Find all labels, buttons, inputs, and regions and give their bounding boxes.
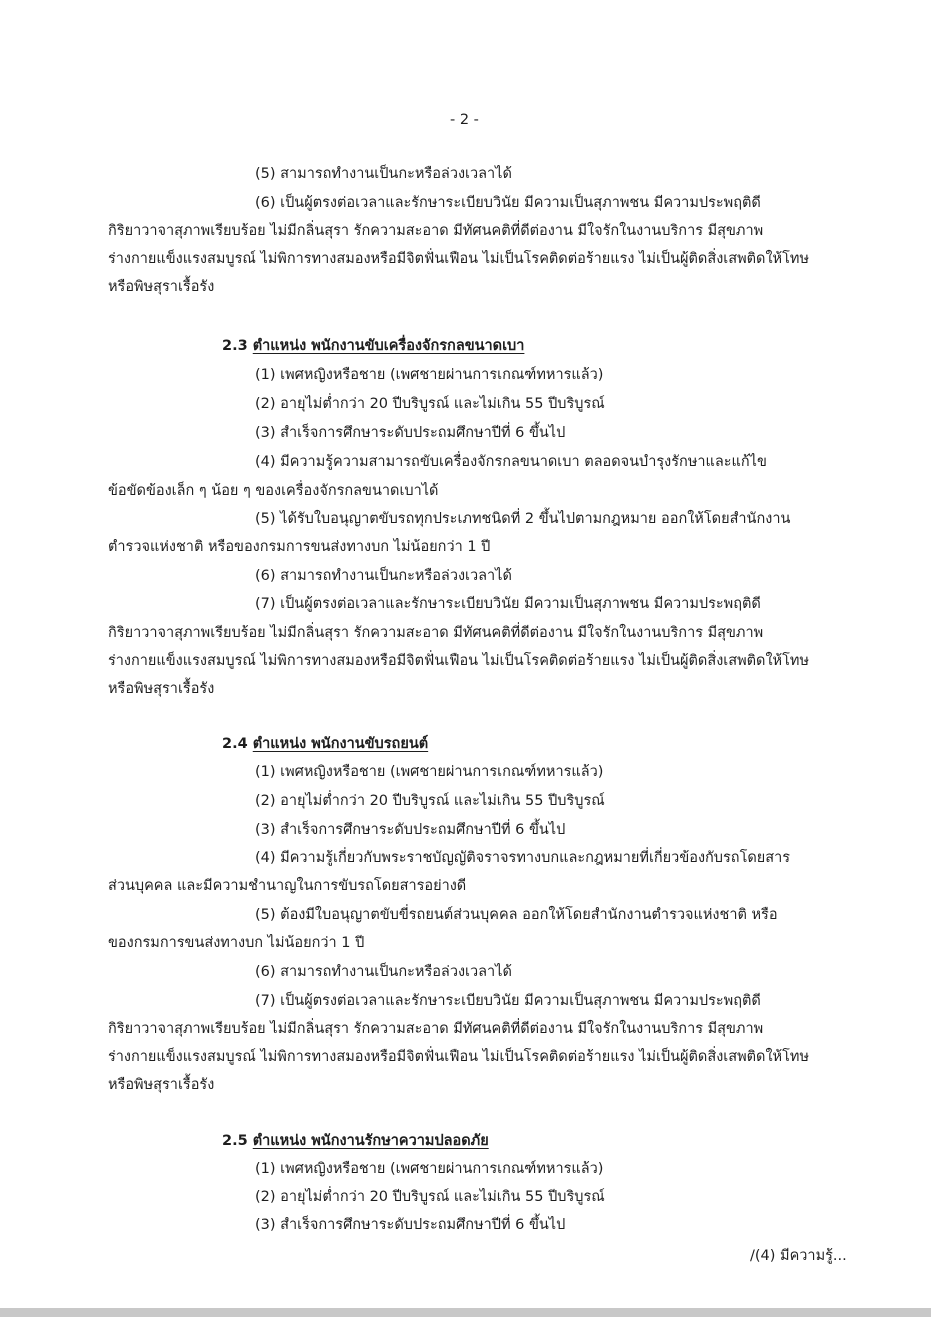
prev-item-6-line-4: หรือพิษสุราเรื้อรัง [108, 279, 215, 295]
s24-item-7-line-1: (7) เป็นผู้ตรงต่อเวลาและรักษาระเบียบวินัย มีความเป็นสุภาพชน มีความประพฤติดี [255, 993, 761, 1009]
s23-item-6: (6) สามารถทำงานเป็นกะหรือล่วงเวลาได้ [255, 568, 512, 584]
s23-item-5-line-1: (5) ได้รับใบอนุญาตขับรถทุกประเภทชนิดที่ 2 ขึ้นไปตามกฎหมาย ออกให้โดยสำนักงาน [255, 511, 791, 527]
s24-item-5-line-2: ของกรมการขนส่งทางบก ไม่น้อยกว่า 1 ปี [108, 935, 365, 951]
section-2-3-title: ตำแหน่ง พนักงานขับเครื่องจักรกลขนาดเบา [252, 338, 525, 354]
s23-item-4-line-2: ข้อขัดข้องเล็ก ๆ น้อย ๆ ของเครื่องจักรกลขนาดเบาได้ [108, 483, 439, 499]
section-2-5-number: 2.5 [222, 1133, 248, 1149]
section-2-3-heading [222, 334, 524, 358]
s24-item-7-line-2: กิริยาวาจาสุภาพเรียบร้อย ไม่มีกลิ่นสุรา รักความสะอาด มีทัศนคติที่ดีต่องาน มีใจรักในงานบริการ มีสุขภาพ [108, 1021, 764, 1037]
s23-item-4-line-1: (4) มีความรู้ความสามารถขับเครื่องจักรกลขนาดเบา ตลอดจนบำรุงรักษาและแก้ไข [255, 454, 767, 470]
s24-item-7-line-4: หรือพิษสุราเรื้อรัง [108, 1077, 215, 1093]
s25-item-1: (1) เพศหญิงหรือชาย (เพศชายผ่านการเกณฑ์ทหารแล้ว) [255, 1161, 604, 1177]
prev-item-6-line-3: ร่างกายแข็งแรงสมบูรณ์ ไม่พิการทางสมองหรือมีจิตฟั่นเฟือน ไม่เป็นโรคติดต่อร้ายแรง ไม่เป็นผู้ติดสิ่งเสพติดให้โทษ [108, 251, 810, 267]
page-number: - 2 - [450, 112, 479, 128]
s23-item-7-line-1: (7) เป็นผู้ตรงต่อเวลาและรักษาระเบียบวินัย มีความเป็นสุภาพชน มีความประพฤติดี [255, 596, 761, 612]
s23-item-7-line-3: ร่างกายแข็งแรงสมบูรณ์ ไม่พิการทางสมองหรือมีจิตฟั่นเฟือน ไม่เป็นโรคติดต่อร้ายแรง ไม่เป็นผู้ติดสิ่งเสพติดให้โทษ [108, 653, 810, 669]
s24-item-4-line-2: ส่วนบุคคล และมีความชำนาญในการขับรถโดยสารอย่างดี [108, 878, 467, 894]
section-2-3-number: 2.3 [222, 338, 248, 354]
section-2-4-number: 2.4 [222, 736, 248, 752]
s25-item-2: (2) อายุไม่ต่ำกว่า 20 ปีบริบูรณ์ และไม่เกิน 55 ปีบริบูรณ์ [255, 1189, 605, 1205]
s23-item-1: (1) เพศหญิงหรือชาย (เพศชายผ่านการเกณฑ์ทหารแล้ว) [255, 367, 604, 383]
section-2-4-title: ตำแหน่ง พนักงานขับรถยนต์ [252, 736, 429, 752]
section-2-5-heading [222, 1129, 489, 1153]
s23-item-2: (2) อายุไม่ต่ำกว่า 20 ปีบริบูรณ์ และไม่เกิน 55 ปีบริบูรณ์ [255, 396, 605, 412]
s24-item-6: (6) สามารถทำงานเป็นกะหรือล่วงเวลาได้ [255, 964, 512, 980]
section-2-4-heading [222, 732, 428, 756]
prev-item-6-line-2: กิริยาวาจาสุภาพเรียบร้อย ไม่มีกลิ่นสุรา รักความสะอาด มีทัศนคติที่ดีต่องาน มีใจรักในงานบริการ มีสุขภาพ [108, 223, 764, 239]
s24-item-7-line-3: ร่างกายแข็งแรงสมบูรณ์ ไม่พิการทางสมองหรือมีจิตฟั่นเฟือน ไม่เป็นโรคติดต่อร้ายแรง ไม่เป็นผู้ติดสิ่งเสพติดให้โทษ [108, 1049, 810, 1065]
s23-item-5-line-2: ตำรวจแห่งชาติ หรือของกรมการขนส่งทางบก ไม่น้อยกว่า 1 ปี [108, 539, 491, 555]
prev-item-5: (5) สามารถทำงานเป็นกะหรือล่วงเวลาได้ [255, 166, 512, 182]
s23-item-7-line-2: กิริยาวาจาสุภาพเรียบร้อย ไม่มีกลิ่นสุรา รักความสะอาด มีทัศนคติที่ดีต่องาน มีใจรักในงานบริการ มีสุขภาพ [108, 625, 764, 641]
s24-item-1: (1) เพศหญิงหรือชาย (เพศชายผ่านการเกณฑ์ทหารแล้ว) [255, 764, 604, 780]
s23-item-7-line-4: หรือพิษสุราเรื้อรัง [108, 681, 215, 697]
footer-continuation: /(4) มีความรู้... [750, 1248, 847, 1264]
s24-item-5-line-1: (5) ต้องมีใบอนุญาตขับขี่รถยนต์ส่วนบุคคล ออกให้โดยสำนักงานตำรวจแห่งชาติ หรือ [255, 907, 778, 923]
s25-item-3: (3) สำเร็จการศึกษาระดับประถมศึกษาปีที่ 6 ขึ้นไป [255, 1217, 566, 1233]
section-2-5-title: ตำแหน่ง พนักงานรักษาความปลอดภัย [252, 1133, 489, 1149]
prev-item-6-line-1: (6) เป็นผู้ตรงต่อเวลาและรักษาระเบียบวินัย มีความเป็นสุภาพชน มีความประพฤติดี [255, 195, 761, 211]
s24-item-4-line-1: (4) มีความรู้เกี่ยวกับพระราชบัญญัติจราจรทางบกและกฎหมายที่เกี่ยวข้องกับรถโดยสาร [255, 850, 791, 866]
scan-bottom-edge [0, 1308, 931, 1317]
s23-item-3: (3) สำเร็จการศึกษาระดับประถมศึกษาปีที่ 6 ขึ้นไป [255, 425, 566, 441]
s24-item-3: (3) สำเร็จการศึกษาระดับประถมศึกษาปีที่ 6 ขึ้นไป [255, 822, 566, 838]
s24-item-2: (2) อายุไม่ต่ำกว่า 20 ปีบริบูรณ์ และไม่เกิน 55 ปีบริบูรณ์ [255, 793, 605, 809]
